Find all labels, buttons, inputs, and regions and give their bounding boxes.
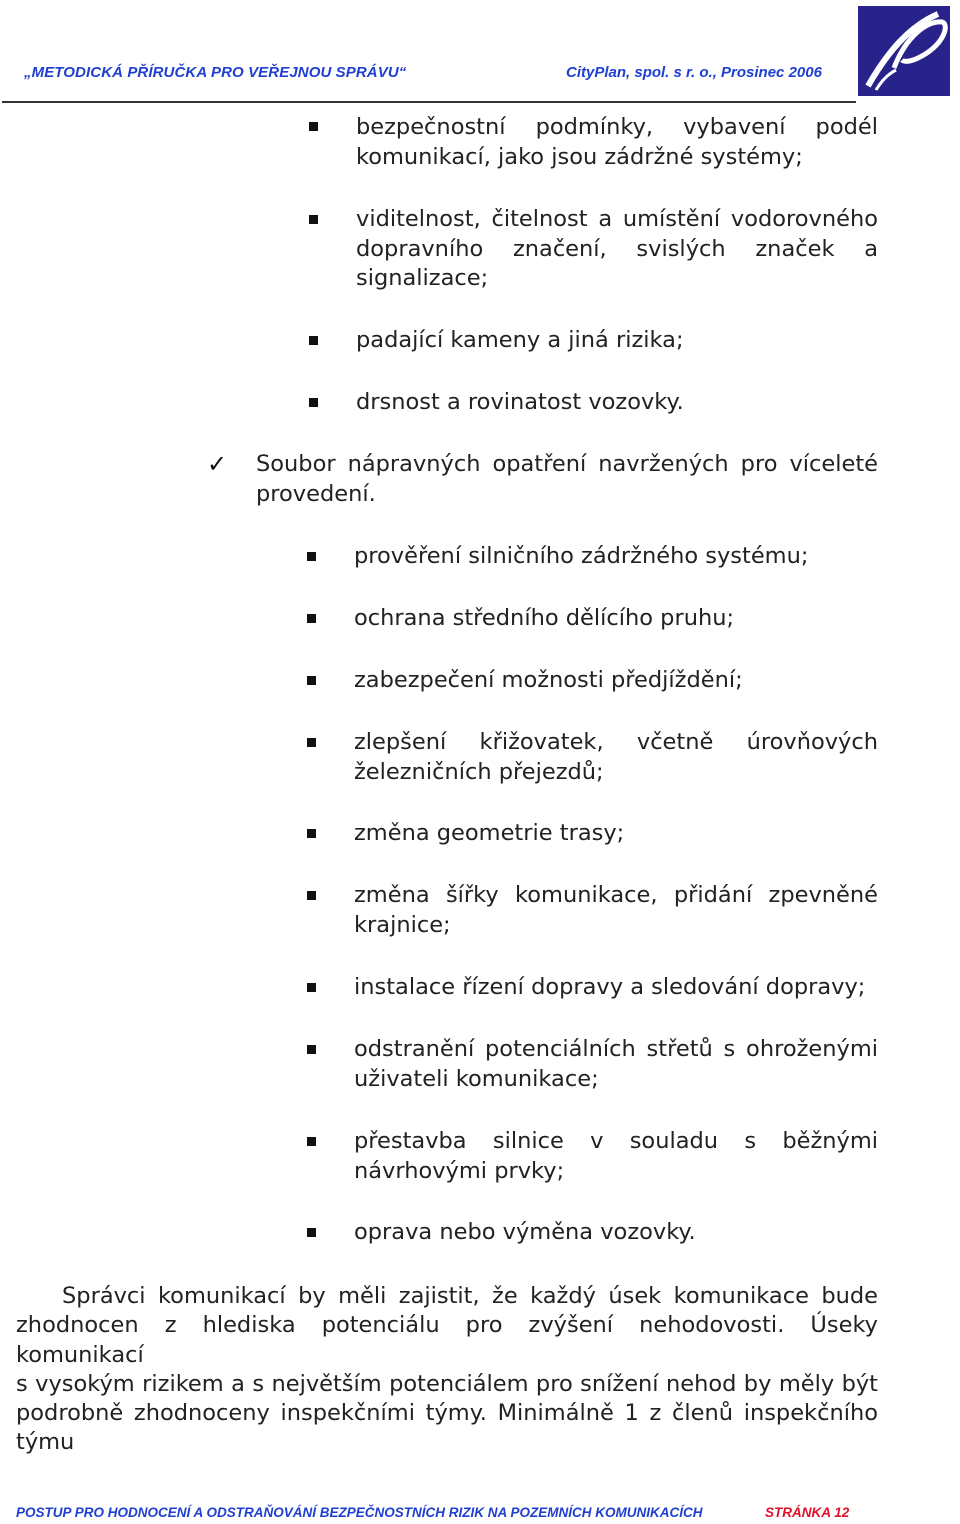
list-item: oprava nebo výměna vozovky. [354, 1219, 696, 1245]
bullet-icon [307, 676, 316, 685]
list-item: změna šířky komunikace, přidání zpevněné krajnice; [354, 882, 878, 938]
bullet-icon [309, 215, 318, 224]
paragraph-line: podrobně zhodnoceny inspekčními týmy. Minimálně 1 z členů inspekčního týmu [16, 1400, 878, 1456]
paragraph-line: s vysokým rizikem a s největším potenciálem pro snížení nehod by měly být [16, 1370, 878, 1397]
bullet-icon [307, 829, 316, 838]
checkmark-icon: ✓ [207, 450, 228, 478]
bullet-icon [307, 1228, 316, 1237]
list-item: viditelnost, čitelnost a umístění vodorovného dopravního značení, svislých značek a signalizace; [356, 206, 878, 291]
bullet-icon [307, 552, 316, 561]
page-header [0, 0, 960, 106]
paragraph-line: Správci komunikací by měli zajistit, že každý úsek komunikace bude [62, 1283, 878, 1309]
bullet-icon [307, 1137, 316, 1146]
bullet-icon [307, 738, 316, 747]
bullet-icon [309, 122, 318, 131]
body-paragraph [16, 1282, 878, 1458]
bullet-icon [307, 983, 316, 992]
list-item: přestavba silnice v souladu s běžnými návrhovými prvky; [354, 1128, 878, 1184]
footer-title: POSTUP PRO HODNOCENÍ A ODSTRAŇOVÁNÍ BEZPEČNOSTNÍCH RIZIK NA POZEMNÍCH KOMUNIKACÍCH [16, 1505, 703, 1520]
list-item: ochrana středního dělícího pruhu; [354, 605, 735, 631]
list-item: zlepšení křižovatek, včetně úrovňových železničních přejezdů; [354, 729, 878, 785]
bullet-icon [309, 398, 318, 407]
footer-page-number: STRÁNKA 12 [765, 1505, 850, 1520]
list-item: zabezpečení možnosti předjíždění; [354, 667, 743, 693]
list-item: drsnost a rovinatost vozovky. [356, 389, 684, 415]
paragraph-line: zhodnocen z hlediska potenciálu pro zvýšení nehodovosti. Úseky komunikací [16, 1312, 878, 1368]
list-item: bezpečnostní podmínky, vybavení podél komunikací, jako jsou zádržné systémy; [356, 114, 878, 170]
bullet-icon [307, 1045, 316, 1054]
list-item: změna geometrie trasy; [354, 820, 625, 846]
header-rule [2, 101, 856, 103]
cityplan-logo-icon [858, 6, 950, 96]
list-item: prověření silničního zádržného systému; [354, 543, 809, 569]
list-item: padající kameny a jiná rizika; [356, 327, 684, 353]
bullet-icon [309, 336, 318, 345]
list-item: instalace řízení dopravy a sledování dopravy; [354, 974, 866, 1000]
header-company: CityPlan, spol. s r. o., Prosinec 2006 [566, 64, 822, 81]
list-item: odstranění potenciálních střetů s ohroženými uživateli komunikace; [354, 1036, 878, 1092]
check-item: Soubor nápravných opatření navržených pro víceleté provedení. [256, 451, 878, 507]
header-title: „METODICKÁ PŘÍRUČKA PRO VEŘEJNOU SPRÁVU“ [24, 64, 407, 81]
bullet-icon [307, 614, 316, 623]
bullet-icon [307, 891, 316, 900]
